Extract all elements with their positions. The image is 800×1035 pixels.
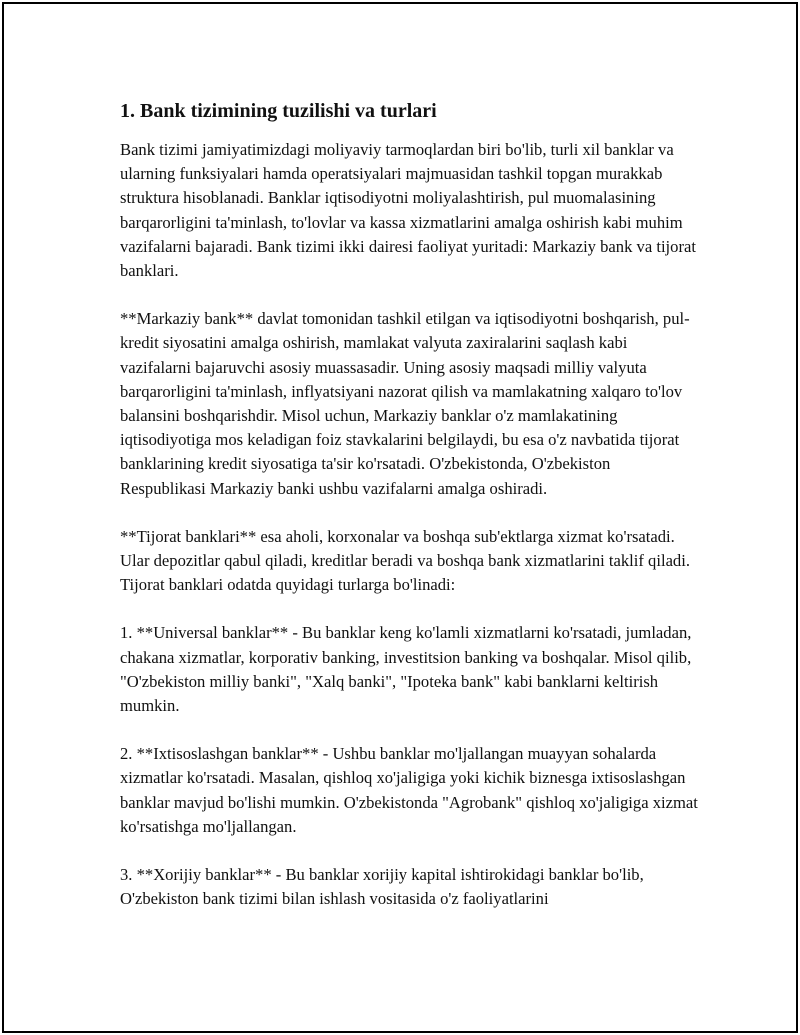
page-frame <box>2 2 798 1033</box>
paragraph-foreign-banks: 3. **Xorijiy banklar** - Bu banklar xorijiy kapital ishtirokidagi banklar bo'lib, O'zbekiston bank tizimi bilan ishlash vositasida o'z faoliyatlarini <box>120 865 644 909</box>
paragraph-intro: Bank tizimi jamiyatimizdagi moliyaviy tarmoqlardan biri bo'lib, turli xil banklar va ularning funksiyalari hamda operatsiyalari majmuasidan tashkil topgan murakkab struktura hisoblanadi. Banklar iqtisodiyotni moliyalashtirish, pul muomalasining barqarorligini ta'minlash, to'lovlar va kassa xizmatlarini amalga oshirish kabi muhim vazifalarni bajaradi. Bank tizimi ikki dairesi faoliyat yuritadi: Markaziy bank va tijorat banklari. <box>120 140 696 281</box>
document-body <box>120 98 700 935</box>
paragraph-commercial-banks: **Tijorat banklari** esa aholi, korxonalar va boshqa sub'ektlarga xizmat ko'rsatadi. Ular depozitlar qabul qiladi, kreditlar beradi va boshqa bank xizmatlarini taklif qiladi. Tijorat banklari odatda quyidagi turlarga bo'linadi: <box>120 526 690 595</box>
document-title: 1. Bank tizimining tuzilishi va turlari <box>120 100 437 122</box>
paragraph-central-bank: **Markaziy bank** davlat tomonidan tashkil etilgan va iqtisodiyotni boshqarish, pul-kredit siyosatini amalga oshirish, mamlakat valyuta zaxiralarini saqlash kabi vazifalarni bajaruvchi asosiy muassasadir. Uning asosiy maqsadi milliy valyuta barqarorligini ta'minlash, inflyatsiyani nazorat qilish va mamlakatning xalqaro to'lov balansini boshqarishdir. Misol uchun, Markaziy banklar o'z mamlakatining iqtisodiyotiga mos keladigan foiz stavkalarini belgilaydi, bu esa o'z navbatida tijorat banklarining kredit siyosatiga ta'sir ko'rsatadi. O'zbekistonda, O'zbekiston Respublikasi Markaziy banki ushbu vazifalarni amalga oshiradi. <box>120 309 690 498</box>
paragraph-specialized-banks: 2. **Ixtisoslashgan banklar** - Ushbu banklar mo'ljallangan muayyan sohalarda xizmatlar ko'rsatadi. Masalan, qishloq xo'jaligiga yoki kichik biznesga ixtisoslashgan banklar mavjud bo'lishi mumkin. O'zbekistonda "Agrobank" qishloq xo'jaligiga xizmat ko'rsatishga mo'ljallangan. <box>120 744 698 836</box>
paragraph-universal-banks: 1. **Universal banklar** - Bu banklar keng ko'lamli xizmatlarni ko'rsatadi, jumladan, chakana xizmatlar, korporativ banking, investitsion banking va boshqalar. Misol qilib, "O'zbekiston milliy banki", "Xalq banki", "Ipoteka bank" kabi banklarni keltirish mumkin. <box>120 623 692 716</box>
